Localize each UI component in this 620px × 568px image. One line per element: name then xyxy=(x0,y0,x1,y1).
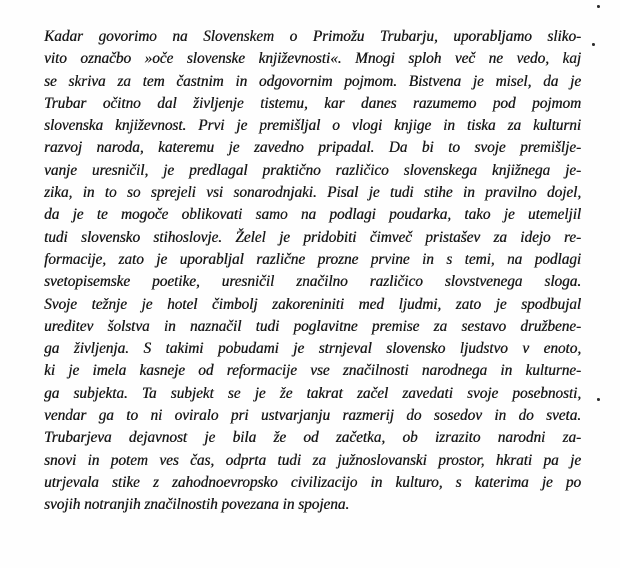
scan-speck xyxy=(597,5,600,8)
text-line: tudi slovensko stihoslovje. Želel je pridobiti čimveč pristašev za idejo re- xyxy=(44,228,581,246)
text-line: ga življenja. S takimi pobudami je strnjeval slovensko ljudstvo v enoto, xyxy=(44,340,581,358)
text-line: da je te mogoče oblikovati samo na podlagi poudarka, tako je utemeljil xyxy=(44,206,581,224)
text-line: snovi in potem ves čas, odprta tudi za južnoslovanski prostor, hkrati pa je xyxy=(44,451,581,469)
text-line: slovenska književnost. Prvi je premišljal o vlogi knjige in tiska za kulturni xyxy=(44,117,581,135)
scan-speck xyxy=(592,43,595,46)
text-line: svojih notranjih značilnostih povezana in spojena. xyxy=(44,496,350,514)
text-line: vito označbo »oče slovenske književnosti«. Mnogi sploh več ne vedo, kaj xyxy=(44,50,581,68)
paragraph-text-block xyxy=(44,26,581,517)
text-line: vanje uresničil, je predlagal praktično različico slovenskega knjižnega je- xyxy=(44,161,581,179)
text-line: svetopisemske poetike, uresničil značilno različico slovstvenega sloga. xyxy=(44,273,581,291)
text-line: Trubar očitno dal življenje tistemu, kar danes razumemo pod pojmom xyxy=(44,94,581,112)
text-line: ki je imela kasneje od reformacije vse značilnosti narodnega in kulturne- xyxy=(44,362,581,380)
text-line: vendar ga to ni oviralo pri ustvarjanju razmerij do sosedov in do sveta. xyxy=(44,407,581,425)
text-line: zika, in to so sprejeli vsi sonarodnjaki. Pisal je tudi stihe in pravilno dojel, xyxy=(44,184,581,202)
text-line: Trubarjeva dejavnost je bila že od začetka, ob izrazito narodni za- xyxy=(44,429,581,447)
scan-speck xyxy=(597,398,600,401)
text-line: ureditev šolstva in naznačil tudi poglavitne premise za sestavo družbene- xyxy=(44,317,581,335)
text-line: Kadar govorimo na Slovenskem o Primožu Trubarju, uporabljamo sliko- xyxy=(44,28,581,45)
text-line: Svoje težnje je hotel čimbolj zakoreniniti med ljudmi, zato je spodbujal xyxy=(44,295,581,313)
text-line: razvoj naroda, kateremu je zavedno pripadal. Da bi to svoje premišlje- xyxy=(44,139,581,157)
text-line: se skriva za tem častnim in odgovornim pojmom. Bistvena je misel, da je xyxy=(44,72,581,90)
text-line: ga subjekta. Ta subjekt se je že takrat začel zavedati svoje posebnosti, xyxy=(44,384,581,402)
text-line: formacije, zato je uporabljal različne prozne prvine in s temi, na podlagi xyxy=(44,250,581,268)
text-line: utrjevala stike z zahodnoevropsko civilizacijo in kulturo, s katerima je po xyxy=(44,473,581,491)
